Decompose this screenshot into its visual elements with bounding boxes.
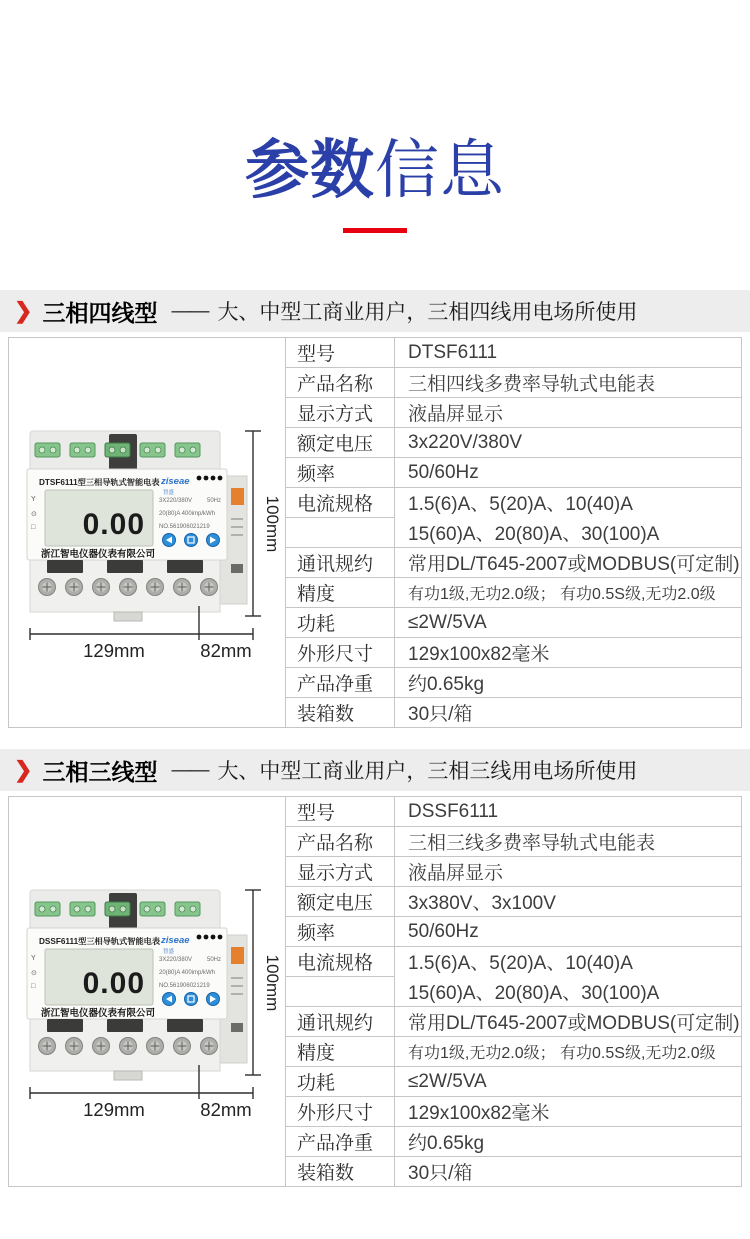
spec-serial-number: NO.561906021219 — [159, 524, 210, 530]
spec-value: ≤2W/5VA — [395, 1067, 742, 1097]
meter-front-panel — [27, 469, 227, 560]
spec-label: 电流规格 — [286, 488, 395, 518]
din-rail-clip — [114, 612, 142, 621]
spec-voltage: 3X220/380V — [159, 957, 193, 963]
meter-photo — [9, 338, 286, 742]
meter-photo — [9, 797, 286, 1201]
spec-label: 通讯规约 — [286, 548, 395, 578]
meter-lower-terminals — [30, 560, 220, 621]
lcd-screen — [45, 949, 153, 1005]
brand-logo: ziseae — [161, 935, 190, 946]
spec-table-dssf6111 — [8, 796, 742, 1187]
section-header-three-phase-three-wire — [0, 749, 750, 791]
dash-separator: —— — [171, 758, 208, 781]
terminal-block — [35, 443, 200, 457]
square-icon: □ — [31, 524, 36, 531]
square-icon: □ — [31, 983, 36, 990]
brand-logo: ziseae — [161, 476, 190, 487]
lcd-screen — [45, 490, 153, 546]
terminal-block — [35, 902, 200, 916]
spec-label: 精度 — [286, 1037, 395, 1067]
spec-value: ≤2W/5VA — [395, 608, 742, 638]
spec-serial-number: NO.561906021219 — [159, 983, 210, 989]
page-title — [0, 0, 750, 206]
clock-icon: ⊙ — [31, 511, 37, 518]
meter-lower-terminals — [30, 1019, 220, 1080]
spec-value: DSSF6111 — [395, 797, 742, 827]
company-name: 浙江智电仪器仪表有限公司 — [41, 549, 156, 560]
section-description: 大、中型工商业用户，三相三线用电场所使用 — [217, 760, 638, 783]
section-title: 三相三线型 — [42, 758, 158, 785]
spec-label: 产品净重 — [286, 668, 395, 698]
dim-depth-label: 82mm — [200, 640, 252, 661]
spec-label: 外形尺寸 — [286, 638, 395, 668]
product-photo-cell — [9, 797, 286, 1187]
meter-terminal-cover — [30, 431, 220, 472]
spec-value: 约0.65kg — [395, 1127, 742, 1157]
spec-label: 通讯规约 — [286, 1007, 395, 1037]
spec-label: 频率 — [286, 458, 395, 488]
spec-label: 功耗 — [286, 1067, 395, 1097]
spec-label — [286, 518, 395, 548]
dim-depth-label: 82mm — [200, 1099, 252, 1120]
spec-label: 电流规格 — [286, 947, 395, 977]
company-name: 浙江智电仪器仪表有限公司 — [41, 1008, 156, 1019]
page-title-light: 信息 — [375, 134, 505, 206]
spec-label: 额定电压 — [286, 428, 395, 458]
lcd-reading: 0.00 — [82, 508, 145, 541]
spec-current: 20(80)A 400imp/kWh — [159, 970, 216, 976]
spec-label: 装箱数 — [286, 698, 395, 728]
spec-value: 30只/箱 — [395, 698, 742, 728]
dim-height-label: 100mm — [263, 495, 282, 553]
spec-value: 常用DL/T645-2007或MODBUS(可定制) — [395, 1007, 742, 1037]
spec-label: 产品名称 — [286, 827, 395, 857]
red-chevron-icon: ❯ — [14, 757, 33, 782]
dim-width-label: 129mm — [83, 1099, 145, 1120]
spec-label — [286, 977, 395, 1007]
spec-label: 产品净重 — [286, 1127, 395, 1157]
spec-value: 15(60)A、20(80)A、30(100)A — [395, 518, 742, 548]
spec-value: 129x100x82毫米 — [395, 1097, 742, 1127]
spec-frequency: 50Hz — [206, 498, 221, 504]
product-photo-cell — [9, 338, 286, 728]
spec-label: 精度 — [286, 578, 395, 608]
dim-width-label: 129mm — [83, 640, 145, 661]
spec-voltage: 3X220/380V — [159, 498, 193, 504]
spec-value: 液晶屏显示 — [395, 398, 742, 428]
lcd-reading: 0.00 — [82, 967, 145, 1000]
spec-label: 额定电压 — [286, 887, 395, 917]
spec-value: 50/60Hz — [395, 458, 742, 488]
antenna-icon: Y — [31, 955, 36, 962]
spec-table-dtsf6111 — [8, 337, 742, 728]
meter-buttons — [163, 993, 220, 1006]
spec-value: 1.5(6)A、5(20)A、10(40)A — [395, 947, 742, 977]
antenna-icon: Y — [31, 496, 36, 503]
meter-model-label: DSSF6111型三相导轨式智能电表 — [39, 937, 161, 946]
meter-terminal-cover — [30, 890, 220, 931]
brand-logo-sub: 智盛 — [163, 949, 175, 955]
spec-label: 显示方式 — [286, 398, 395, 428]
spec-value: 约0.65kg — [395, 668, 742, 698]
spec-value: 129x100x82毫米 — [395, 638, 742, 668]
spec-value: 三相三线多费率导轨式电能表 — [395, 827, 742, 857]
spec-label: 产品名称 — [286, 368, 395, 398]
spec-label: 频率 — [286, 917, 395, 947]
spec-value: 30只/箱 — [395, 1157, 742, 1187]
dash-separator: —— — [171, 299, 208, 322]
clock-icon: ⊙ — [31, 970, 37, 977]
spec-value: 15(60)A、20(80)A、30(100)A — [395, 977, 742, 1007]
section-description: 大、中型工商业用户，三相四线用电场所使用 — [217, 301, 638, 324]
spec-row — [9, 797, 742, 827]
spec-label: 外形尺寸 — [286, 1097, 395, 1127]
spec-value: 1.5(6)A、5(20)A、10(40)A — [395, 488, 742, 518]
spec-value: 3x220V/380V — [395, 428, 742, 458]
spec-label: 型号 — [286, 797, 395, 827]
spec-label: 显示方式 — [286, 857, 395, 887]
section-header-three-phase-four-wire — [0, 290, 750, 332]
spec-value: 有功1级,无功2.0级； 有功0.5S级,无功2.0级 — [395, 1037, 742, 1067]
meter-model-label: DTSF6111型三相导轨式智能电表 — [39, 478, 160, 487]
section-title: 三相四线型 — [42, 299, 158, 326]
title-underline — [343, 228, 407, 233]
spec-value: 3x380V、3x100V — [395, 887, 742, 917]
meter-front-panel — [27, 928, 227, 1019]
spec-label: 功耗 — [286, 608, 395, 638]
spec-frequency: 50Hz — [206, 957, 221, 963]
spec-value: 三相四线多费率导轨式电能表 — [395, 368, 742, 398]
spec-current: 20(80)A 400imp/kWh — [159, 511, 216, 517]
spec-value: DTSF6111 — [395, 338, 742, 368]
meter-buttons — [163, 534, 220, 547]
brand-logo-sub: 智盛 — [163, 490, 175, 496]
spec-label: 装箱数 — [286, 1157, 395, 1187]
page-title-bold: 参数 — [245, 134, 375, 206]
spec-value: 液晶屏显示 — [395, 857, 742, 887]
dim-height-label: 100mm — [263, 954, 282, 1012]
spec-value: 常用DL/T645-2007或MODBUS(可定制) — [395, 548, 742, 578]
spec-row — [9, 338, 742, 368]
red-chevron-icon: ❯ — [14, 298, 33, 323]
din-rail-clip — [114, 1071, 142, 1080]
spec-value: 有功1级,无功2.0级； 有功0.5S级,无功2.0级 — [395, 578, 742, 608]
spec-value: 50/60Hz — [395, 917, 742, 947]
spec-label: 型号 — [286, 338, 395, 368]
